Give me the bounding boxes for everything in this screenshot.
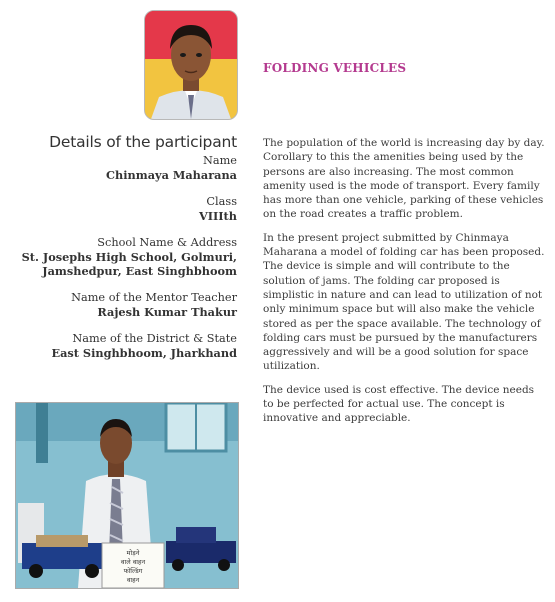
body-paragraph: The population of the world is increasing day by day. Corollary to this the amenities being used by the persons are also increasing. The most common amenity used is the mode of transport. Every family has more than one vehicle, parking of these vehicles on the road creates a traffic problem. xyxy=(263,137,545,221)
field-label: Name of the District & State xyxy=(72,332,237,345)
participant-portrait xyxy=(144,10,238,120)
field-mentor xyxy=(0,291,237,319)
body-paragraph: The device used is cost effective. The device needs to be perfected for actual use. The concept is innovative and appreciable. xyxy=(263,383,535,425)
field-school xyxy=(0,236,237,278)
field-class xyxy=(0,195,237,223)
field-label: Name xyxy=(202,154,237,167)
field-value: East Singhbhoom, Jharkhand xyxy=(51,346,237,360)
field-label: Class xyxy=(206,195,237,208)
sign-line: वाहन xyxy=(126,576,140,584)
sign-line: फोल्डिंग xyxy=(123,567,143,575)
details-heading: Details of the participant xyxy=(49,133,237,151)
project-photo xyxy=(15,402,239,589)
field-label: School Name & Address xyxy=(97,236,237,249)
field-value: Chinmaya Maharana xyxy=(106,168,237,182)
sign-line: मोड़ने xyxy=(126,549,140,557)
article-title: FOLDING VEHICLES xyxy=(263,61,407,75)
body-paragraph: In the present project submitted by Chinmaya Maharana a model of folding car has been proposed. The device is simple and will contribute to the solution of jams. The folding car proposed is simplistic in nature and can lead to utilization of not only minimum space but will also make the vehicle stored as per the space available. The technology of folding cars must be pursued by the manufacturers aggressively and will be a good solution for space utilization. xyxy=(263,231,545,373)
field-value-line: Jamshedpur, East Singhbhoom xyxy=(42,264,237,278)
article-body xyxy=(263,136,545,435)
field-value: Rajesh Kumar Thakur xyxy=(97,305,237,319)
field-value-line: St. Josephs High School, Golmuri, xyxy=(21,250,237,264)
sign-line: वाले वाहन xyxy=(120,558,146,566)
field-value: VIIIth xyxy=(198,209,237,223)
field-name xyxy=(0,154,237,182)
field-label: Name of the Mentor Teacher xyxy=(71,291,237,304)
field-district xyxy=(0,332,237,360)
participant-details xyxy=(0,133,237,373)
